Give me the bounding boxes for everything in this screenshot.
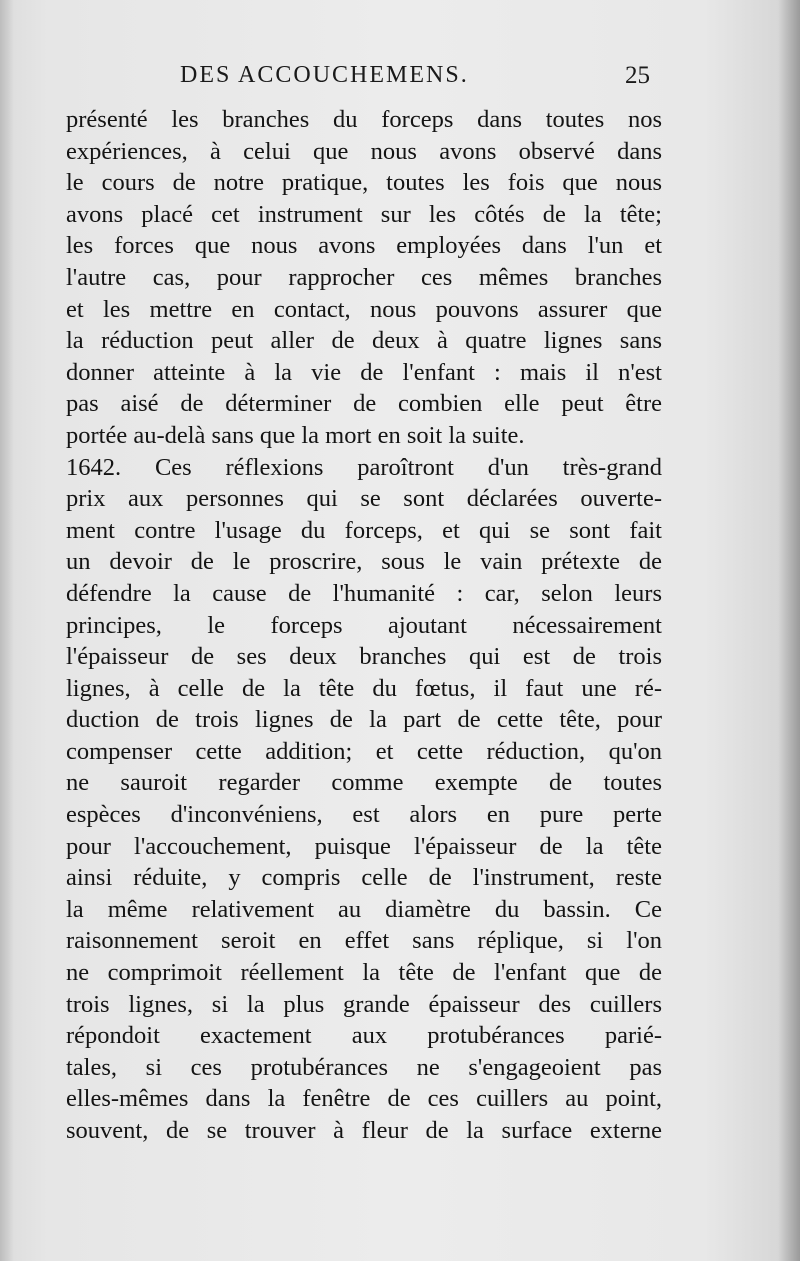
text-line: défendre la cause de l'humanité : car, selon leurs (66, 579, 662, 607)
text-line: ment contre l'usage du forceps, et qui se sont fait (66, 516, 662, 544)
text-line: ainsi réduite, y compris celle de l'instrument, reste (66, 864, 662, 892)
text-line: pas aisé de déterminer de combien elle peut être (66, 390, 662, 418)
text-line: répondoit exactement aux protubérances parié- (66, 1022, 662, 1050)
page-edge-shadow-right (778, 0, 800, 1261)
text-line: la même relativement au diamètre du bassin. Ce (66, 895, 662, 923)
text-line: ne comprimoit réellement la tête de l'enfant que de (66, 959, 662, 987)
text-line: l'épaisseur de ses deux branches qui est de trois (66, 643, 662, 671)
text-line: un devoir de le proscrire, sous le vain prétexte de (66, 548, 662, 576)
text-line: l'autre cas, pour rapprocher ces mêmes branches (66, 263, 662, 291)
text-line: compenser cette addition; et cette réduction, qu'on (66, 737, 662, 765)
text-line: principes, le forceps ajoutant nécessairement (66, 611, 662, 639)
text-line: elles-mêmes dans la fenêtre de ces cuillers au point, (66, 1085, 662, 1113)
text-line: portée au-delà sans que la mort en soit la suite. (66, 421, 525, 449)
text-line: la réduction peut aller de deux à quatre lignes sans (66, 327, 662, 355)
text-line: souvent, de se trouver à fleur de la surface externe (66, 1117, 662, 1144)
text-line: duction de trois lignes de la part de cette tête, pour (66, 706, 662, 734)
text-line: les forces que nous avons employées dans l'un et (66, 232, 662, 260)
text-line: avons placé cet instrument sur les côtés de la tête; (66, 200, 662, 228)
text-line: le cours de notre pratique, toutes les fois que nous (66, 169, 662, 197)
text-line: trois lignes, si la plus grande épaisseur des cuillers (66, 990, 662, 1018)
running-title: DES ACCOUCHEMENS. (180, 62, 469, 88)
page-number: 25 (625, 62, 650, 89)
text-line: prix aux personnes qui se sont déclarées ouverte- (66, 485, 662, 513)
text-line: tales, si ces protubérances ne s'engageoient pas (66, 1053, 662, 1081)
text-line: pour l'accouchement, puisque l'épaisseur de la tête (66, 832, 662, 860)
text-line: lignes, à celle de la tête du fœtus, il faut une ré- (66, 674, 662, 702)
text-line: raisonnement seroit en effet sans réplique, si l'on (66, 927, 662, 955)
page-edge-shadow-left (0, 0, 14, 1261)
text-line: donner atteinte à la vie de l'enfant : mais il n'est (66, 358, 662, 386)
text-line: présenté les branches du forceps dans toutes nos (66, 106, 662, 133)
page-header (180, 62, 650, 102)
text-line: et les mettre en contact, nous pouvons assurer que (66, 295, 662, 323)
text-line: 1642. Ces réflexions paroîtront d'un très-grand (66, 453, 662, 481)
body-text (66, 104, 662, 1147)
text-line: espèces d'inconvéniens, est alors en pure perte (66, 801, 662, 829)
text-line: ne sauroit regarder comme exempte de toutes (66, 769, 662, 797)
text-line: expériences, à celui que nous avons observé dans (66, 137, 662, 165)
